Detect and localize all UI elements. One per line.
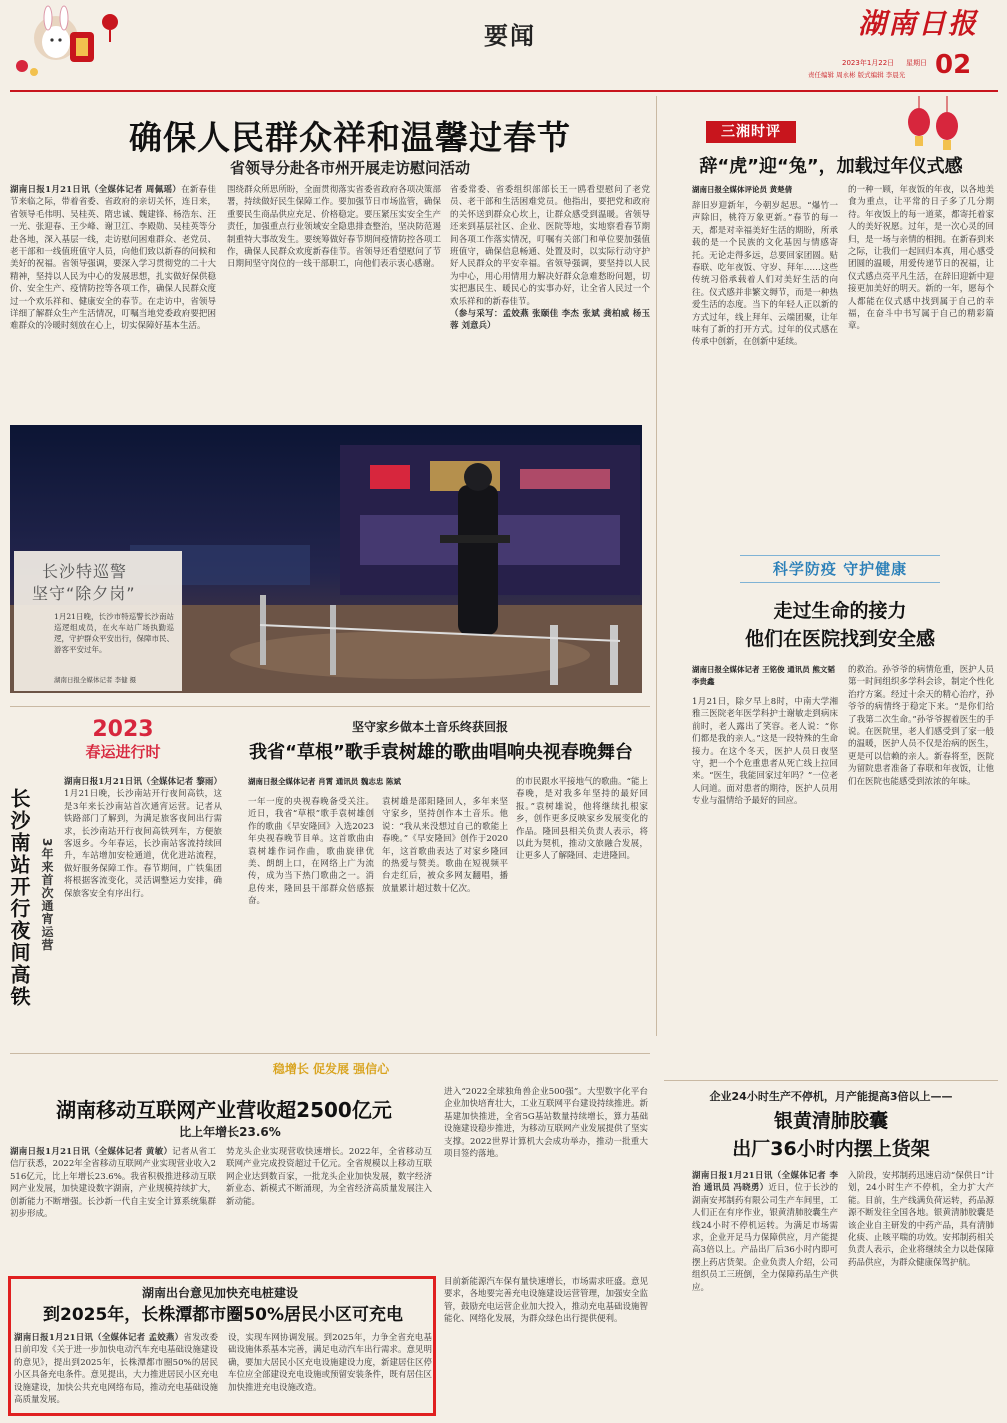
chongdian-byline: 湖南日报1月21日讯（全媒体记者 孟姣燕） [14, 1333, 184, 1343]
lantern-icon [905, 96, 965, 158]
yinhuang-col2: 入阶段，安邦制药迅速启动“保供日”计划，24小时生产不停机，全力扩大产能。目前，生产线满负荷运转，药品源源不断发往全国各地。银黄清肺胶囊是该企业自主研发的中药产品，具有清肺化痰、止咳平喘的功效。安邦制药相关负责人表示，企业将继续全力以赴保障药品供应，为群众健康保驾护航。 [848, 1171, 994, 1268]
yinhuang-byline: 湖南日报1月21日讯（全媒体记者 李治 通讯员 冯晓勇） [692, 1171, 838, 1194]
chunyun-vertical-sub: 3年来首次通宵运营 [40, 838, 54, 952]
caogen-col1: 一年一度的央视春晚备受关注。近日，我省“草根”歌手袁树雄创作的歌曲《早安隆回》入选2023年央视春晚节目单。这首歌曲由袁树雄作词作曲，歌曲旋律优美、朗朗上口，在网络上广为流传，成为当下热门歌曲之一。消息传来，隆回县干部群众倍感振奋。 [248, 797, 374, 907]
kexue-title-2: 他们在医院找到安全感 [744, 628, 935, 650]
masthead [0, 0, 1007, 92]
wenzeng-col2: 势龙头企业实现营收快速增长。2022年，全省移动互联网产业完成投资超过千亿元。全省规模以上移动互联网企业达到数百家，一批龙头企业加快发展，数字经济新业态、新模式不断涌现，为全省经济高质量发展注入新动能。 [226, 1147, 432, 1207]
masthead-rule [10, 90, 998, 92]
sanxiang-byline: 湖南日报全媒体评论员 黄楚倩 [692, 185, 793, 194]
chunyun-logo-year: 2023 [92, 717, 154, 742]
wenzeng-banner [236, 1056, 426, 1082]
lead-col3-text: 省委常委、省委组织部部长王一鸥看望慰问了老党员、老干部和生活困难党员。他指出，要把党和政府的关怀送到群众心坎上，让群众感受到温暖。省领导还来到基层社区、企业、医院等地，实地察看春节期间各项工作落实情况，叮嘱有关部门和单位要加强值班值守，确保信息畅通、处置及时，以实际行动守护好人民群众的平安幸福。省领导强调，要坚持以人民为中心，用心用情用力解决好群众急难愁盼问题，切实把惠民生、暖民心的实事办好，让全省人民过一个欢乐祥和的新春佳节。 [450, 185, 650, 307]
wenzeng-title: 湖南移动互联网产业营收超2500亿元 [56, 1098, 392, 1122]
lead-article-subtitle: 省领导分赴各市州开展走访慰问活动 [229, 159, 470, 177]
lead-article-col3 [450, 184, 650, 409]
lead-article-col2: 围绕群众所思所盼，全面贯彻落实省委省政府各项决策部署，持续做好民生保障工作。要加强节日市场监管，确保重要民生商品供应充足、价格稳定。要压紧压实安全生产责任，加强重点行业领域安全隐患排查整治，坚决防范遏制重特大事故发生。要统筹做好春节期间疫情防控各项工作，确保人民群众欢度新春佳节。省领导还看望慰问了节日期间坚守岗位的一线干部职工，向他们表示衷心感谢。 [227, 185, 441, 270]
photo-caption-box [14, 551, 182, 691]
kexue-title-1: 走过生命的接力 [773, 600, 907, 622]
caogen-col2: 袁树雄是邵阳隆回人，多年来坚守家乡，坚持创作本土音乐。他说：“我从来没想过自己的歌能上春晚。”《早安隆回》创作于2020年，这首歌曲表达了对家乡隆回的热爱与赞美。歌曲在短视频平台走红后，被众多网友翻唱，播放量累计超过数十亿次。 [382, 797, 508, 894]
sanxiang-tag-text: 三湘时评 [721, 124, 781, 140]
chongdian-title: 到2025年，长株潭都市圈50%居民小区可充电 [42, 1305, 403, 1325]
lead-signoff: （参与采写：孟姣燕 张颐佳 李杰 张斌 龚柏威 杨玉蓉 刘意兵） [450, 309, 650, 332]
chunyun-logo [68, 718, 178, 766]
lead-article-title: 确保人民群众祥和温馨过春节 [129, 118, 571, 157]
chunyun-byline: 湖南日报1月21日讯（全媒体记者 黎雨） [64, 777, 222, 787]
caogen-byline: 湖南日报全媒体记者 肖霄 通讯员 魏志忠 陈斌 [248, 777, 401, 786]
wenzeng-col3: 进入“2022全球独角兽企业500强”。大型数字化平台企业加快培育壮大，工业互联网平台建设持续推进。新基建加快推进，全省5G基站数量持续增长，算力基础设施建设稳步推进，为移动互联网产业发展提供了坚实支撑。2022世界计算机大会成功举办，推动一批重大项目签约落地。 [444, 1087, 648, 1160]
lead-bottom-rule [10, 706, 650, 707]
chongdian-col2: 设，实现车网协调发展。到2025年，力争全省充电基础设施体系基本完善，满足电动汽车出行需求。意见明确，要加大居民小区充电设施建设力度，新建居住区停车位应全部建设充电设施或预留安装条件，既有居住区加快推进充电设施改造。 [228, 1333, 432, 1393]
chunyun-vertical-title: 长沙南站开行夜间高铁 [7, 788, 31, 1008]
chunyun-body [64, 776, 222, 1046]
lead-photo [10, 425, 642, 693]
chunyun-text: 1月21日晚，长沙南站开行夜间高铁，这是3年来长沙南站首次通宵运营。记者从铁路部门了解到，为满足旅客夜间出行需求，长沙南站开行夜间高铁列车，方便旅客返乡。今年春运，长沙南站客流持续回升，车站增加安检通道，优化进站流程，做好服务保障工作。春节期间，广铁集团将根据客流变化，灵活调整运力安排，确保旅客安全有序出行。 [64, 789, 222, 899]
photo-caption-text: 1月21日晚，长沙市特巡警长沙南站巡逻组成员，在火车站广场执勤巡逻，守护群众平安出行，保障市民、游客平安过年。 [54, 612, 174, 654]
sanxiang-col2: 的一种一顾，年夜饭的年夜，以各地美食为重点，让平常的日子多了几分期待。年夜饭上的每一道菜，都寄托着家人的美好祝愿。过年，是一次心灵的回归，是一场与亲情的相拥。在新春到来之际，让我们一起回归本真，用心感受团圆的温暖，用爱传递节日的祝福，让仪式感点亮平凡生活，在辞旧迎新中迎接更加美好的明天。新的一年，愿每个人都能在仪式感中找到属于自己的幸福，在奋斗中书写属于自己的精彩篇章。 [848, 185, 994, 332]
yinhuang-title-2: 出厂36小时内摆上货架 [732, 1138, 930, 1160]
mid-rule [10, 1053, 650, 1054]
wenzeng-col1-text: 记者从省工信厅获悉，2022年全省移动互联网产业实现营业收入2516亿元，比上年增长23.6%。我省积极推进移动互联网产业发展，加快建设数字湖南，产业规模持续扩大，创新能力不断增强。长沙新一代自主安全计算系统集群初步形成。 [10, 1147, 216, 1220]
chongdian-col3: 目前新能源汽车保有量快速增长，市场需求旺盛。意见要求，各地要完善充电设施建设运营管理，加强安全监管，鼓励充电运营企业加大投入，推动充电基础设施智能化、网络化发展，为群众绿色出行提供便利。 [444, 1277, 648, 1325]
kexue-banner [740, 555, 940, 583]
chongdian-col1 [14, 1332, 218, 1412]
photo-caption-title-1: 长沙特巡警 [42, 562, 128, 581]
page-number: 02 [935, 50, 972, 80]
wenzeng-subtitle: 比上年增长23.6% [179, 1125, 281, 1139]
sanxiang-column-tag [706, 121, 796, 143]
photo-credit: 湖南日报全媒体记者 李健 摄 [54, 676, 137, 684]
new-year-decoration-icon [10, 2, 130, 90]
wenzeng-banner-text: 稳增长 促发展 强信心 [272, 1062, 390, 1076]
kexue-col1: 1月21日，除夕早上8时，中南大学湘雅三医院老年医学科护士谢敏走到病床前时，老人露出了笑容。老人说：“你们都是我的亲人。”这是一段特殊的生命接力。在这个冬天，医护人员日夜坚守，把一个个危重患者从死亡线上拉回来。“医生，我能回家过年吗？”一位老人问道。面对患者的期待，医护人员用专业与温情给予最好的回应。 [692, 697, 838, 807]
sanxiang-col1: 辞旧岁迎新年，今朝岁起思。“爆竹一声除旧，桃符万象更新。”春节的每一天，都是对幸福美好生活的期盼，所承载的是一个民族的文化基因与情感寄托。无论走得多远，总要回家团圆。贴春联、吃年夜饭、守岁、拜年……这些传统习俗承载着人们对美好生活的向往。仪式感并非繁文缛节，而是一种热爱生活的态度。当下的年轻人正以新的方式过年，线上拜年、云端团聚，让年味有了新的打开方式。过年的仪式感在传承中创新，在创新中延续。 [692, 201, 838, 348]
sanxiang-title: 辞“虎”迎“兔”，加载过年仪式感 [699, 156, 963, 177]
lead-byline: 湖南日报1月21日讯（全媒体记者 周佩瑶） [10, 185, 182, 195]
paper-name-logo: 湖南日报 [858, 7, 979, 40]
caogen-kicker: 坚守家乡做本土音乐终获回报 [351, 720, 508, 734]
wenzeng-byline: 湖南日报1月21日讯（全媒体记者 黄敏） [10, 1147, 173, 1157]
chongdian-col1-text: 省发改委日前印发《关于进一步加快电动汽车充电基础设施建设的意见》，提出到2025年，长株潭都市圈50%的居民小区具备充电条件。意见提出，大力推进居民小区充电设施建设，加快公共充电网络布局，推动充电基础设施高质量发展。 [14, 1333, 218, 1406]
kexue-col2: 的救治。孙爷爷的病情危重，医护人员第一时间组织多学科会诊，制定个性化治疗方案。经过十余天的精心治疗，孙爷爷的病情终于稳定下来。“是你们给了我第二次生命。”孙爷爷握着医生的手说。在医院里，老人们感受到了家一般的温暖，医护人员不仅是治病的医生，更是可以信赖的亲人。新春将至，医院为留院患者准备了春联和年夜饭，让他们在医院也能感受到浓浓的年味。 [848, 665, 994, 787]
section-title: 要闻 [484, 22, 536, 50]
kexue-banner-text: 科学防疫 守护健康 [772, 560, 908, 578]
kexue-byline: 湖南日报全媒体记者 王铭俊 通讯员 熊文韬 李贵鑫 [692, 665, 835, 686]
yinhuang-kicker: 企业24小时生产不停机，月产能提高3倍以上—— [709, 1090, 953, 1103]
yinhuang-col1-text: 近日，位于长沙的湖南安邦制药有限公司生产车间里，工人们正在有序作业，银黄清肺胶囊生产线24小时不停机运转。为满足市场需求，企业开足马力保障供应，月产能提高3倍以上。产品出厂后36小时内即可摆上药店货架。企业负责人介绍，公司组织员工三班倒，全力保障药品生产供应。 [692, 1183, 838, 1293]
yinhuang-title-1: 银黄清肺胶囊 [773, 1110, 888, 1132]
chunyun-logo-text: 春运进行时 [85, 743, 161, 761]
issue-date: 2023年1月22日 [842, 59, 895, 67]
yinhuang-col1 [692, 1170, 838, 1414]
editors-line: 责任编辑 周永彬 版式编辑 李晨光 [808, 71, 906, 79]
caogen-title: 我省“草根”歌手袁树雄的歌曲唱响央视春晚舞台 [249, 742, 633, 763]
chongdian-kicker: 湖南出台意见加快充电桩建设 [141, 1286, 298, 1300]
lead-col1-text: 在新春佳节来临之际，带着省委、省政府的亲切关怀，连日来，省领导毛伟明、吴桂英、隋忠诚、魏建锋、杨浩东、汪一光、张迎春、王少峰、谢卫江、李殿勋、吴桂英等分赴各地，深入基层一线，走访慰问困难群众、老党员、老干部和一线值班值守人员，向他们致以新春的问候和美好的祝福。省领导强调，要深入学习贯彻党的二十大精神，坚持以人民为中心的发展思想，扎实做好保供稳价、安全生产、疫情防控等各项工作，确保人民群众度过一个欢乐祥和、健康安全的春节。在走访中，省领导详细了解群众生产生活情况，叮嘱当地党委政府要把困难群众的冷暖时刻放在心上，切实保障好基本生活。 [10, 185, 216, 332]
caogen-col3: 的市民跟水平接地气的歌曲。“能上春晚，是对我多年坚持的最好回报。”袁树雄说，他将继续扎根家乡，创作更多反映家乡发展变化的作品。隆回县相关负责人表示，将以此为契机，推动文旅融合发展，让更多人了解隆回、走进隆回。 [516, 777, 648, 862]
lead-article-col1 [10, 184, 216, 384]
photo-caption-title-2: 坚守“除夕岗” [32, 584, 136, 603]
wenzeng-col1 [10, 1146, 216, 1272]
issue-weekday: 星期日 [906, 59, 927, 67]
right-bottom-rule [664, 1080, 998, 1081]
right-column-divider [656, 96, 657, 1036]
